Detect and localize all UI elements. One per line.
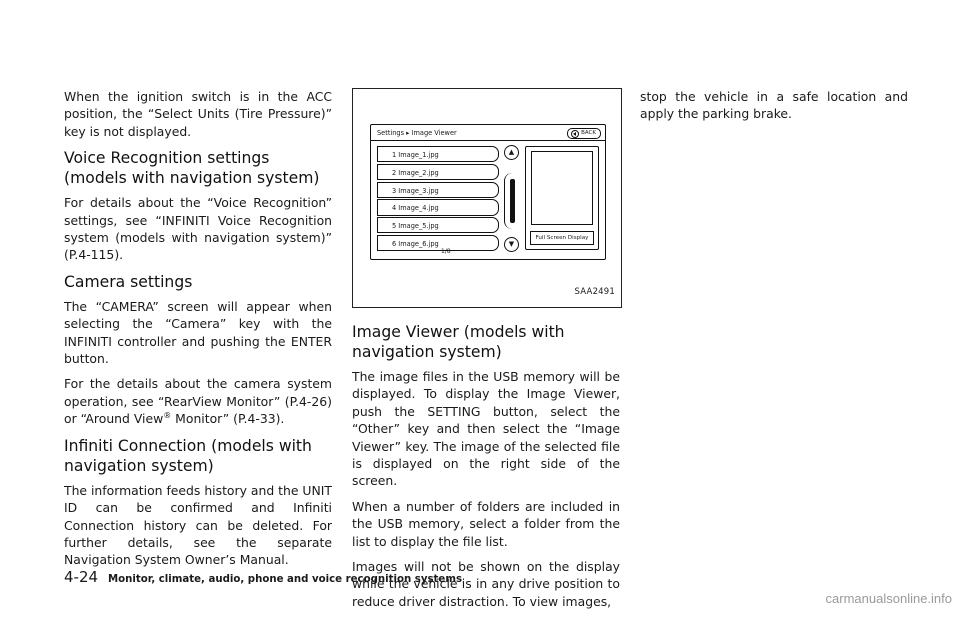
image-preview xyxy=(531,151,593,225)
figure-code: SAA2491 xyxy=(574,286,615,297)
image-viewer-text-1: The image files in the USB memory will be displayed. To display the Image Viewer, push the SETTING button, select the “Other” key and then select the “Image Viewer” key. The image of the selected file is displayed on the right side of the screen. xyxy=(352,369,620,489)
heading-voice-recognition: Voice Recognition settings (models with navigation system) xyxy=(64,149,320,188)
heading-infiniti-connection: Infiniti Connection (models with navigation system) xyxy=(64,436,312,475)
display-screen xyxy=(370,124,606,260)
back-label: BACK xyxy=(581,130,596,136)
image-viewer-figure xyxy=(352,88,622,308)
image-viewer-text-3: Images will not be shown on the display while the vehicle is in any drive position to reduce driver distraction. To view images, xyxy=(352,559,620,609)
page-footer xyxy=(64,568,462,586)
image-viewer-text-2: When a number of folders are included in the USB memory, select a folder from the list to display the file list. xyxy=(352,498,620,549)
heading-camera-settings: Camera settings xyxy=(64,272,193,291)
file-item[interactable]: 1 Image_1.jpg xyxy=(377,146,499,162)
file-item[interactable]: 3 Image_3.jpg xyxy=(377,182,499,198)
registered-mark: ® xyxy=(163,411,172,421)
scroll-down-icon[interactable]: ▼ xyxy=(504,237,519,252)
page-number: 4-24 xyxy=(64,568,99,586)
scroll-thumb[interactable] xyxy=(510,179,515,223)
back-arrow-icon xyxy=(571,130,579,138)
page-indicator: 1/8 xyxy=(441,248,451,255)
ignition-note: When the ignition switch is in the ACC position, the “Select Units (Tire Pressure)” key is not displayed. xyxy=(64,89,332,139)
heading-image-viewer: Image Viewer (models with navigation system) xyxy=(352,323,565,361)
file-list xyxy=(377,146,499,253)
voice-recognition-text: For details about the “Voice Recognition” settings, see “INFINITI Voice Recognition system (models with navigation system)” (P.4-115). xyxy=(64,195,332,263)
camera-text-2 xyxy=(64,375,332,427)
file-item[interactable]: 4 Image_4.jpg xyxy=(377,199,499,215)
image-preview-panel xyxy=(525,146,599,250)
scrollbar[interactable] xyxy=(501,145,521,253)
file-item[interactable]: 6 Image_6.jpg xyxy=(377,235,499,251)
column-right xyxy=(640,88,908,131)
full-screen-button[interactable]: Full Screen Display xyxy=(530,231,594,245)
back-button[interactable] xyxy=(567,128,601,139)
title-divider xyxy=(371,140,605,141)
column-left xyxy=(64,88,332,577)
scroll-up-icon[interactable]: ▲ xyxy=(504,145,519,160)
camera-text-1: The “CAMERA” screen will appear when selecting the “Camera” key with the INFINITI controller and pushing the ENTER button. xyxy=(64,298,332,367)
watermark: carmanualsonline.info xyxy=(825,591,952,606)
camera-text-2a: For the details about the camera system operation, see “RearView Monitor” (P.4-26) or “Around View xyxy=(64,376,332,427)
screen-title: Settings ▸ Image Viewer xyxy=(377,129,457,137)
camera-text-2b: Monitor” (P.4-33). xyxy=(171,411,285,427)
column-middle xyxy=(352,88,620,618)
file-item[interactable]: 5 Image_5.jpg xyxy=(377,217,499,233)
file-item[interactable]: 2 Image_2.jpg xyxy=(377,164,499,180)
section-title: Monitor, climate, audio, phone and voice recognition systems xyxy=(108,574,463,585)
parking-brake-text: stop the vehicle in a safe location and apply the parking brake. xyxy=(640,89,908,122)
infiniti-connection-text: The information feeds history and the UNIT ID can be confirmed and Infiniti Connection history can be deleted. For further details, see the separate Navigation System Owner’s Manual. xyxy=(64,482,332,568)
